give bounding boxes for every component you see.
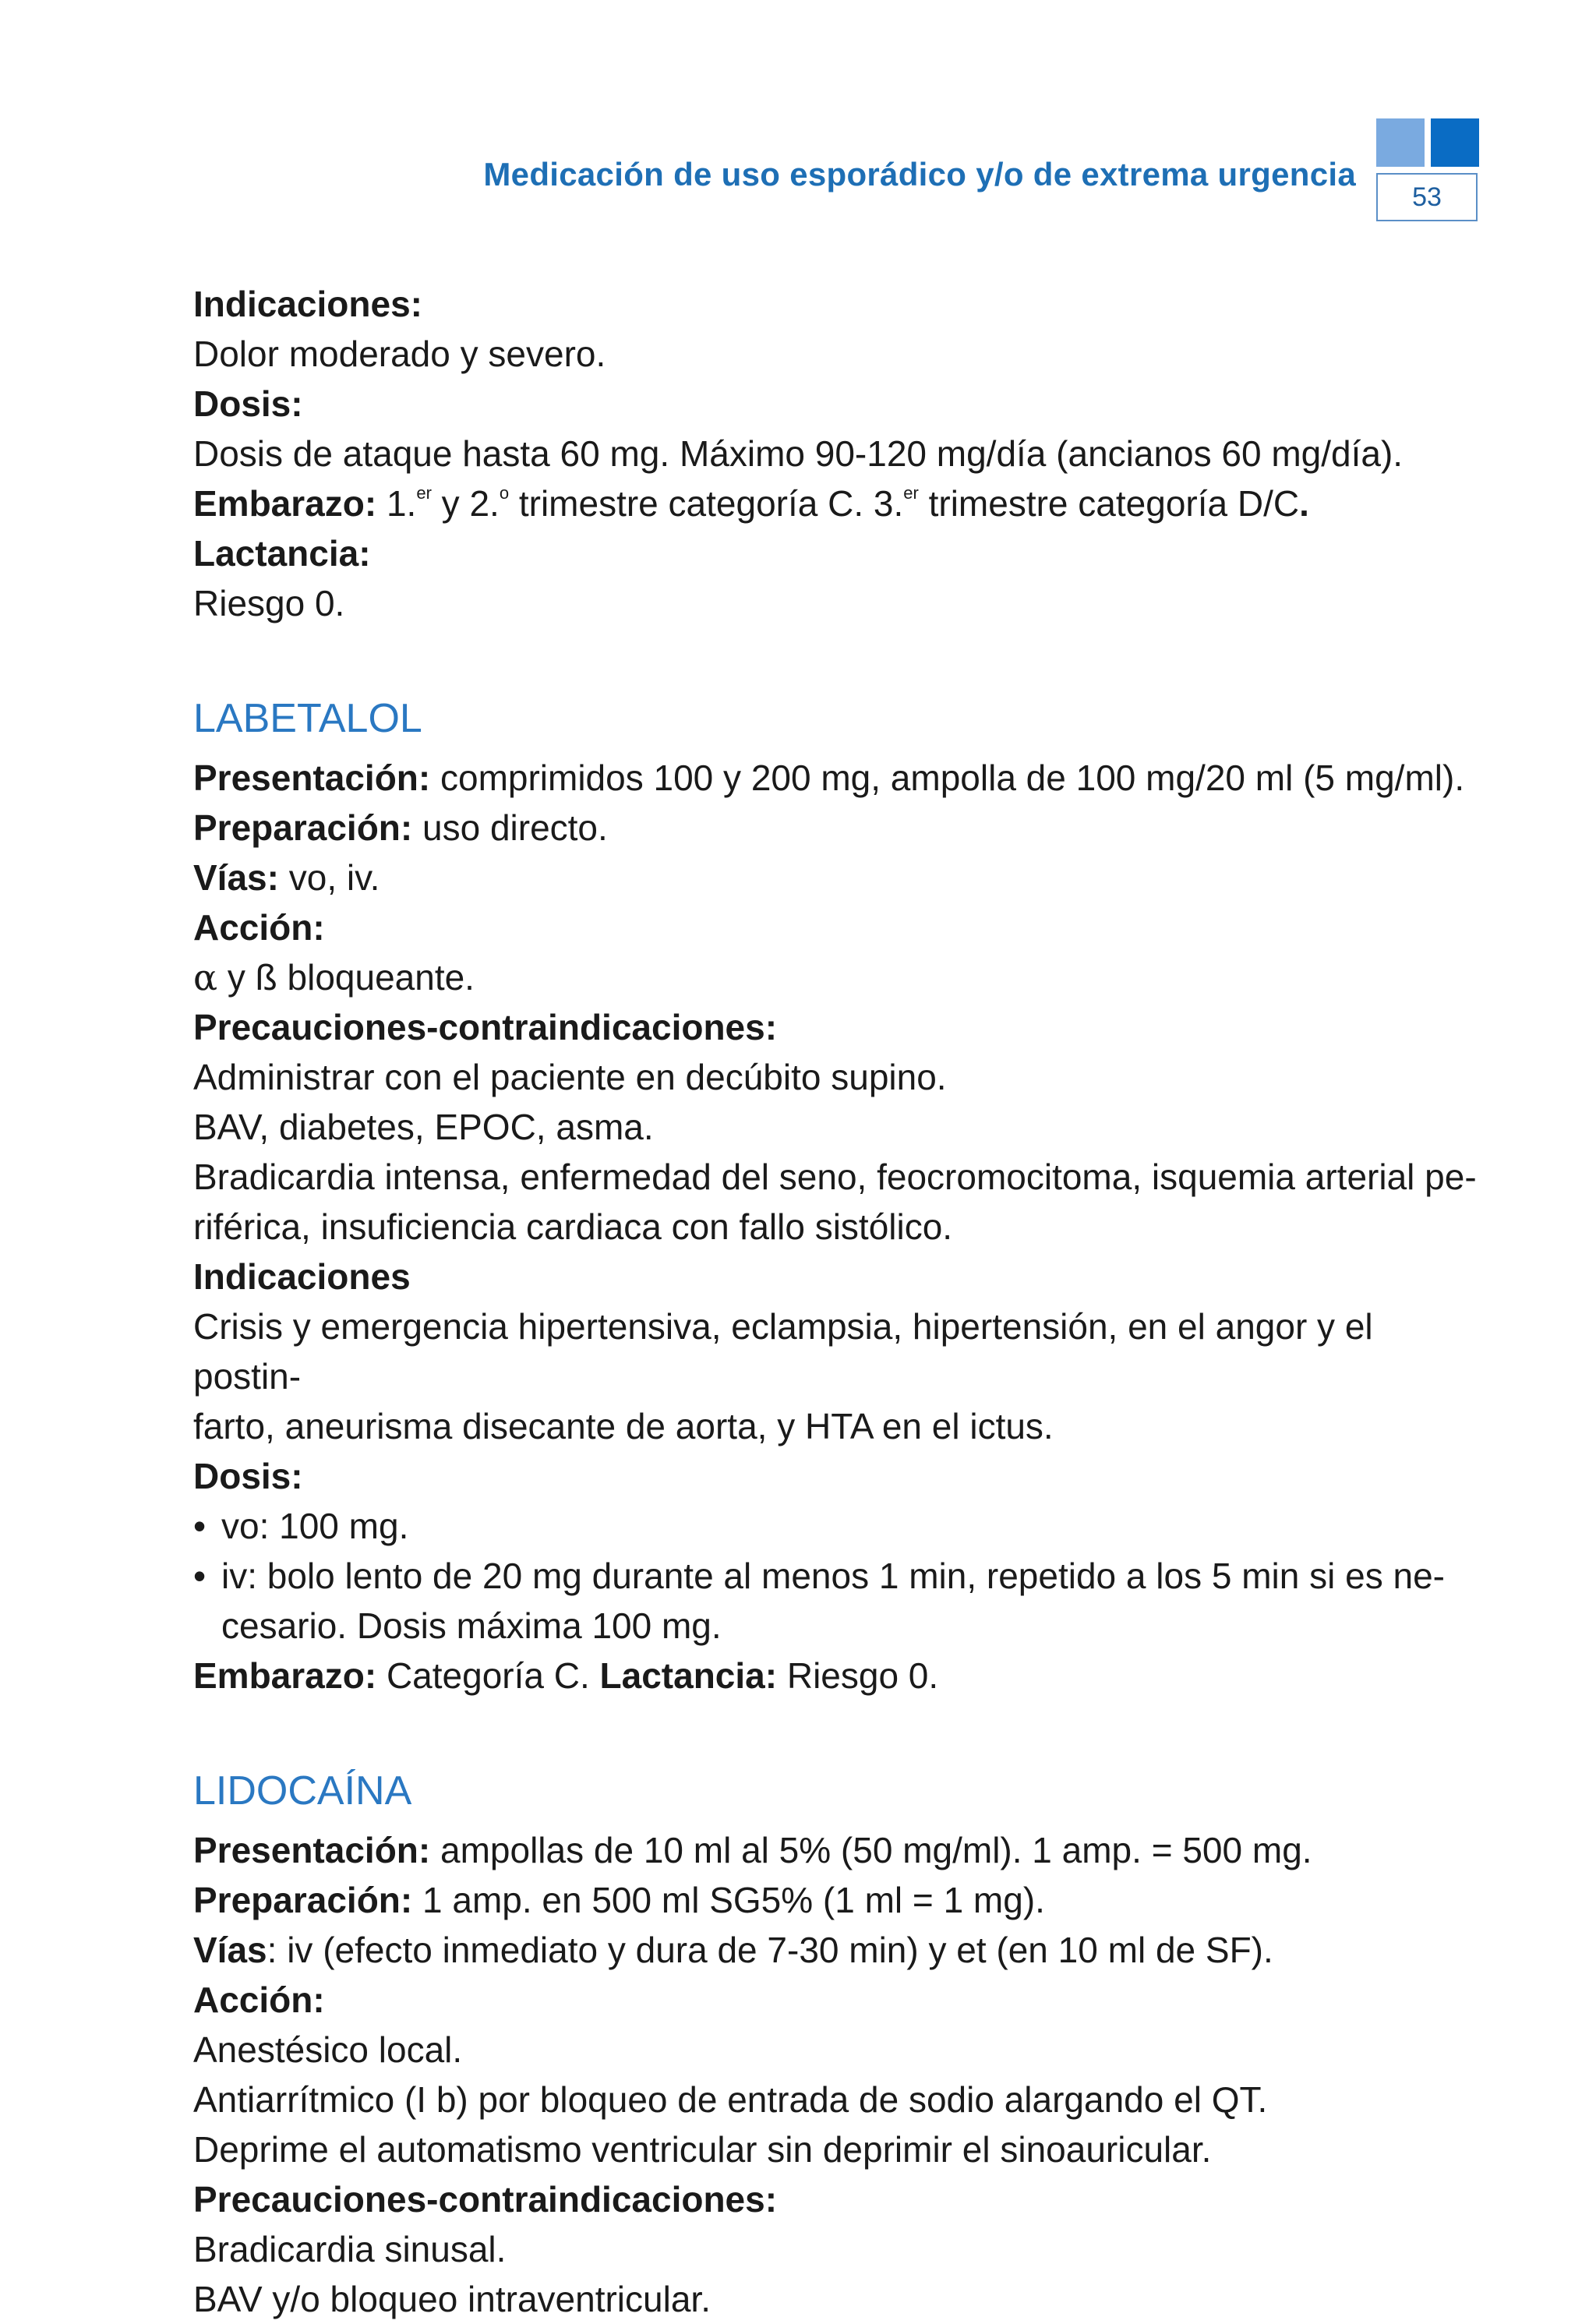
decorative-square-light (1376, 118, 1425, 167)
alpha-symbol: α (193, 956, 218, 998)
accion-item: Antiarrítmico (I b) por bloqueo de entrada de sodio alargando el QT. (193, 2079, 1268, 2120)
presentacion-label: Presentación: (193, 1830, 431, 1870)
precaucion-item: Administrar con el paciente en decúbito supino. (193, 1057, 947, 1097)
accion-line (193, 952, 1487, 1002)
bullet-icon: • (193, 1556, 207, 1596)
dosis-iv-line: iv: bolo lento de 20 mg durante al menos 1 min, repetido a los 5 min si es ne- (221, 1556, 1445, 1596)
precaucion-line: riférica, insuficiencia cardiaca con fallo sistólico. (193, 1206, 953, 1247)
preparacion-label: Preparación: (193, 1880, 413, 1920)
dosis-iv-line: cesario. Dosis máxima 100 mg. (221, 1605, 722, 1646)
indicaciones-label: Indicaciones: (193, 284, 422, 324)
vias-text: vo, iv. (278, 857, 380, 898)
drug-heading-lidocaina: LIDOCAÍNA (193, 1768, 412, 1814)
page-number: 53 (1376, 173, 1478, 221)
accion-text: y ß bloqueante. (217, 957, 475, 998)
lactancia-text: Riesgo 0. (193, 583, 345, 623)
embarazo-part-3: trimestre categoría C. 3. (509, 483, 904, 524)
presentacion-label: Presentación: (193, 758, 431, 798)
vias-label: Vías (193, 1930, 267, 1970)
vias-label: Vías: (193, 857, 279, 898)
embarazo-text: Categoría C. (376, 1655, 600, 1696)
vias-line (193, 853, 1487, 902)
dosis-label: Dosis: (193, 383, 303, 424)
ordinal-superscript: er (903, 483, 919, 503)
preparacion-text: uso directo. (412, 807, 608, 848)
precauciones-label: Precauciones-contraindicaciones: (193, 1007, 778, 1047)
page-header (0, 0, 1596, 234)
dosis-vo-text: vo: 100 mg. (221, 1506, 409, 1546)
previous-drug-section (193, 279, 1487, 628)
bullet-icon: • (193, 1506, 207, 1546)
decorative-square-dark (1431, 118, 1479, 167)
dosis-text: Dosis de ataque hasta 60 mg. Máximo 90-120 mg/día (ancianos 60 mg/día). (193, 433, 1404, 474)
accion-item: Anestésico local. (193, 2029, 463, 2070)
precaucion-item (193, 1152, 1487, 1252)
ordinal-superscript: o (499, 483, 510, 503)
indicaciones-line: farto, aneurisma disecante de aorta, y HTA en el ictus. (193, 1406, 1054, 1446)
preparacion-line (193, 1875, 1487, 1925)
embarazo-line (193, 1651, 1487, 1701)
preparacion-label: Preparación: (193, 807, 413, 848)
lidocaina-section (193, 1766, 1487, 2324)
indicaciones-text: Dolor moderado y severo. (193, 334, 606, 374)
precaucion-item: BAV, diabetes, EPOC, asma. (193, 1107, 654, 1147)
running-title: Medicación de uso esporádico y/o de extrema urgencia (483, 156, 1356, 192)
labetalol-section (193, 694, 1487, 1701)
accion-label: Acción: (193, 1980, 325, 2020)
preparacion-line (193, 803, 1487, 853)
lactancia-label: Lactancia: (599, 1655, 778, 1696)
page-content (193, 279, 1487, 2324)
indicaciones-line: Crisis y emergencia hipertensiva, eclampsia, hipertensión, en el angor y el postin- (193, 1306, 1373, 1397)
presentacion-text: comprimidos 100 y 200 mg, ampolla de 100 mg/20 ml (5 mg/ml). (430, 758, 1465, 798)
indicaciones-label: Indicaciones (193, 1256, 411, 1297)
preparacion-text: 1 amp. en 500 ml SG5% (1 ml = 1 mg). (412, 1880, 1045, 1920)
accion-item: Deprime el automatismo ventricular sin deprimir el sinoauricular. (193, 2129, 1212, 2170)
vias-text: : iv (efecto inmediato y dura de 7-30 min) y et (en 10 ml de SF). (267, 1930, 1273, 1970)
vias-line (193, 1925, 1487, 1975)
precaucion-item: BAV y/o bloqueo intraventricular. (193, 2279, 711, 2319)
dosis-bullet-item (193, 1501, 1487, 1551)
lactancia-label: . Lactancia: (193, 483, 1309, 574)
lactancia-text: Riesgo 0. (777, 1655, 939, 1696)
precauciones-label: Precauciones-contraindicaciones: (193, 2179, 778, 2220)
embarazo-part-1: 1. (386, 483, 417, 524)
indicaciones-text (193, 1302, 1487, 1451)
accion-label: Acción: (193, 907, 325, 948)
precaucion-line: Bradicardia intensa, enfermedad del seno, feocromocitoma, isquemia arterial pe- (193, 1157, 1477, 1197)
precaucion-item: Bradicardia sinusal. (193, 2229, 507, 2269)
embarazo-part-2: y 2. (431, 483, 500, 524)
ordinal-superscript: er (416, 483, 432, 503)
embarazo-part-4: trimestre categoría D/C (918, 483, 1300, 524)
drug-heading-labetalol: LABETALOL (193, 696, 422, 741)
presentacion-text: ampollas de 10 ml al 5% (50 mg/ml). 1 amp. = 500 mg. (430, 1830, 1312, 1870)
embarazo-line (193, 479, 1487, 578)
presentacion-line (193, 753, 1487, 803)
embarazo-label: Embarazo: (193, 1655, 377, 1696)
embarazo-label: Embarazo: (193, 483, 377, 524)
dosis-bullet-item (193, 1551, 1487, 1651)
dosis-label: Dosis: (193, 1456, 303, 1496)
presentacion-line (193, 1825, 1487, 1875)
